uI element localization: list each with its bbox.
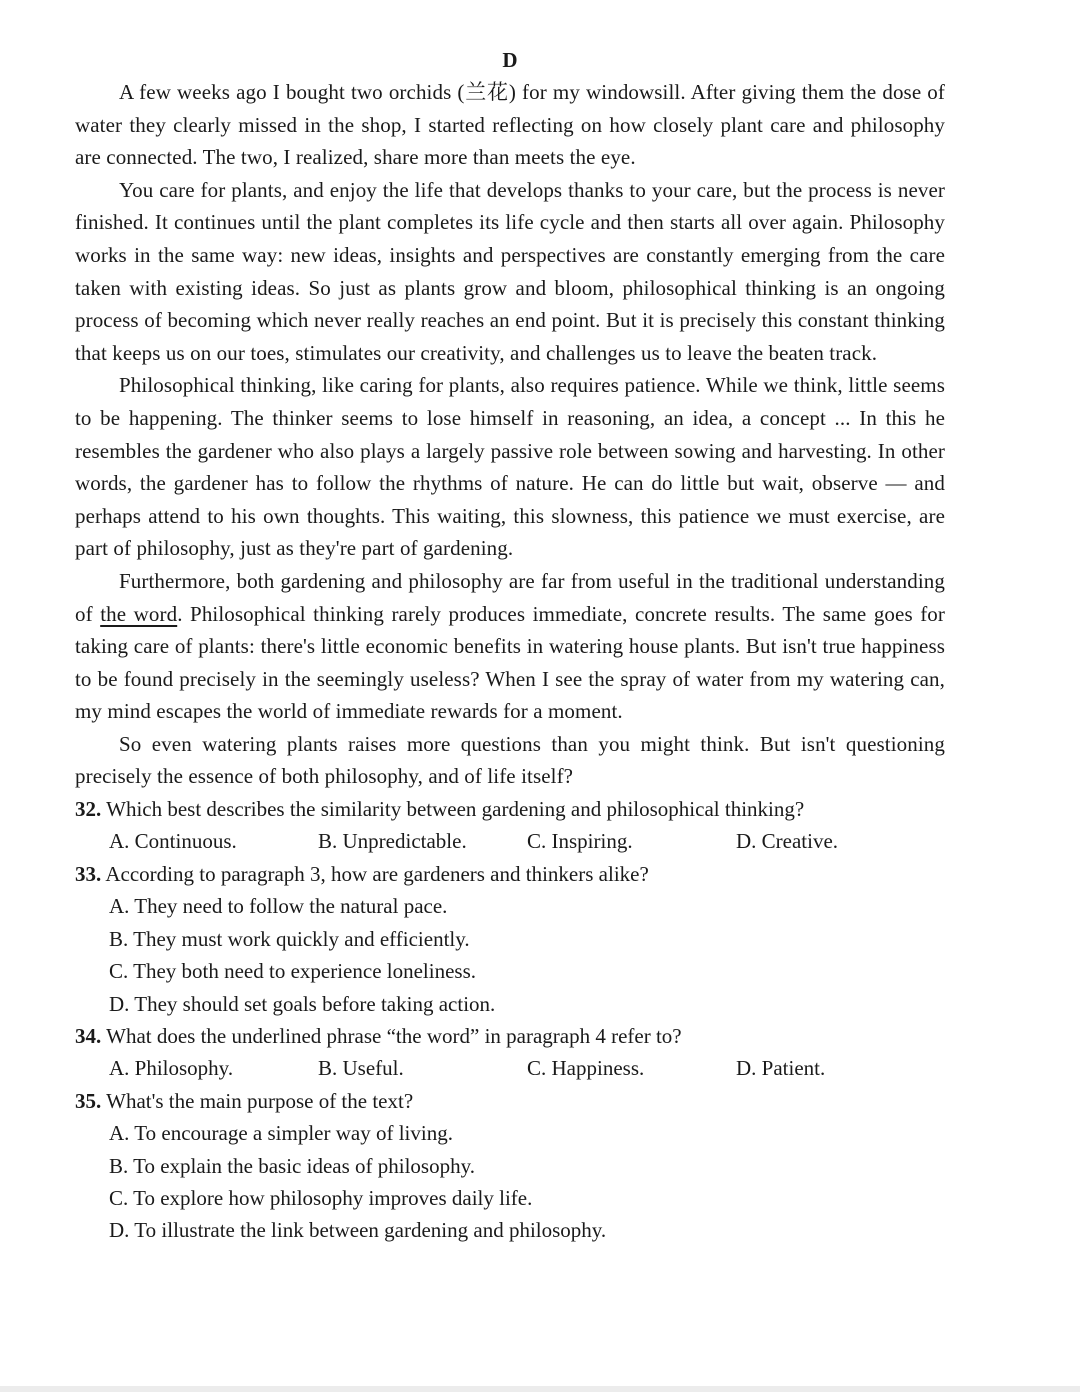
paragraph-3: Philosophical thinking, like caring for plants, also requires patience. While we think, little seems to be happening. The thinker seems to lose himself in reasoning, an idea, a concept ... In this he resembles the gardener who also plays a largely passive role between sowing and harvesting. In other words, the gardener has to follow the rhythms of nature. He can do little but wait, observe — and perhaps attend to his own thoughts. This waiting, this slowness, this patience we must exercise, are part of philosophy, just as they're part of gardening. [75, 373, 945, 561]
page-bottom-edge [0, 1386, 1080, 1392]
paragraph-1: A few weeks ago I bought two orchids (兰花) for my windowsill. After giving them the dose of water they clearly missed in the shop, I started reflecting on how closely plant care and philosophy are connected. The two, I realized, share more than meets the eye. [75, 80, 945, 170]
questions [75, 793, 945, 1247]
options [75, 890, 945, 1020]
question-34 [75, 1020, 945, 1085]
paragraph-2: You care for plants, and enjoy the life that develops thanks to your care, but the process is never finished. It continues until the plant completes its life cycle and then starts all over again. Philosophy works in the same way: new ideas, insights and perspectives are constantly emerging from the care taken with existing ideas. So just as plants grow and bloom, philosophical thinking is an ongoing process of becoming which never really reaches an end point. But it is precisely this constant thinking that keeps us on our toes, stimulates our creativity, and challenges us to leave the beaten track. [75, 177, 945, 365]
question-stem [75, 1020, 945, 1052]
option-b[interactable]: B. They must work quickly and efficiently. [109, 926, 470, 951]
question-35 [75, 1085, 945, 1247]
question-32 [75, 793, 945, 858]
option-b[interactable]: B. Useful. [318, 1056, 404, 1081]
option-b[interactable]: B. Unpredictable. [318, 829, 467, 854]
option-c[interactable]: C. To explore how philosophy improves daily life. [109, 1185, 533, 1210]
option-a[interactable]: A. To encourage a simpler way of living. [109, 1121, 453, 1146]
underlined-phrase: the word [100, 601, 178, 626]
option-b[interactable]: B. To explain the basic ideas of philosophy. [109, 1153, 475, 1178]
option-a[interactable]: A. They need to follow the natural pace. [109, 894, 448, 919]
question-text: What's the main purpose of the text? [106, 1088, 414, 1113]
question-number: 34. [75, 1023, 102, 1048]
option-a[interactable]: A. Philosophy. [109, 1056, 234, 1081]
paragraph-4-text-before: Furthermore, both gardening and philosophy are far from useful in the traditional understanding of [75, 568, 945, 626]
question-text: According to paragraph 3, how are gardeners and thinkers alike? [105, 861, 649, 886]
paragraph-5: So even watering plants raises more questions than you might think. But isn't questioning precisely the essence of both philosophy, and of life itself? [75, 731, 945, 789]
options [75, 825, 945, 857]
section-title: D [502, 48, 518, 72]
option-c[interactable]: C. They both need to experience loneliness. [109, 959, 477, 984]
question-number: 33. [75, 861, 102, 886]
question-number: 32. [75, 797, 102, 822]
option-d[interactable]: D. Patient. [736, 1056, 826, 1081]
question-stem [75, 1085, 945, 1117]
reading-passage [75, 76, 945, 793]
option-d[interactable]: D. They should set goals before taking action. [109, 991, 496, 1016]
question-number: 35. [75, 1088, 102, 1113]
option-a[interactable]: A. Continuous. [109, 829, 237, 854]
question-text: What does the underlined phrase “the word” in paragraph 4 refer to? [106, 1023, 682, 1048]
option-d[interactable]: D. Creative. [736, 829, 839, 854]
question-text: Which best describes the similarity between gardening and philosophical thinking? [106, 797, 805, 822]
option-c[interactable]: C. Inspiring. [527, 829, 633, 854]
paragraph-4-text-after: . Philosophical thinking rarely produces immediate, concrete results. The same goes for taking care of plants: there's little economic benefits in watering house plants. But isn't true happiness to be found precisely in the seemingly useless? When I see the spray of water from my watering can, my mind escapes the world of immediate rewards for a moment. [75, 601, 945, 724]
option-d[interactable]: D. To illustrate the link between gardening and philosophy. [109, 1218, 607, 1243]
question-stem [75, 793, 945, 825]
option-c[interactable]: C. Happiness. [527, 1056, 645, 1081]
options [75, 1052, 945, 1084]
question-stem [75, 858, 945, 890]
options [75, 1117, 945, 1247]
paragraph-4 [75, 565, 945, 728]
exam-page [75, 44, 945, 1247]
question-33 [75, 858, 945, 1020]
